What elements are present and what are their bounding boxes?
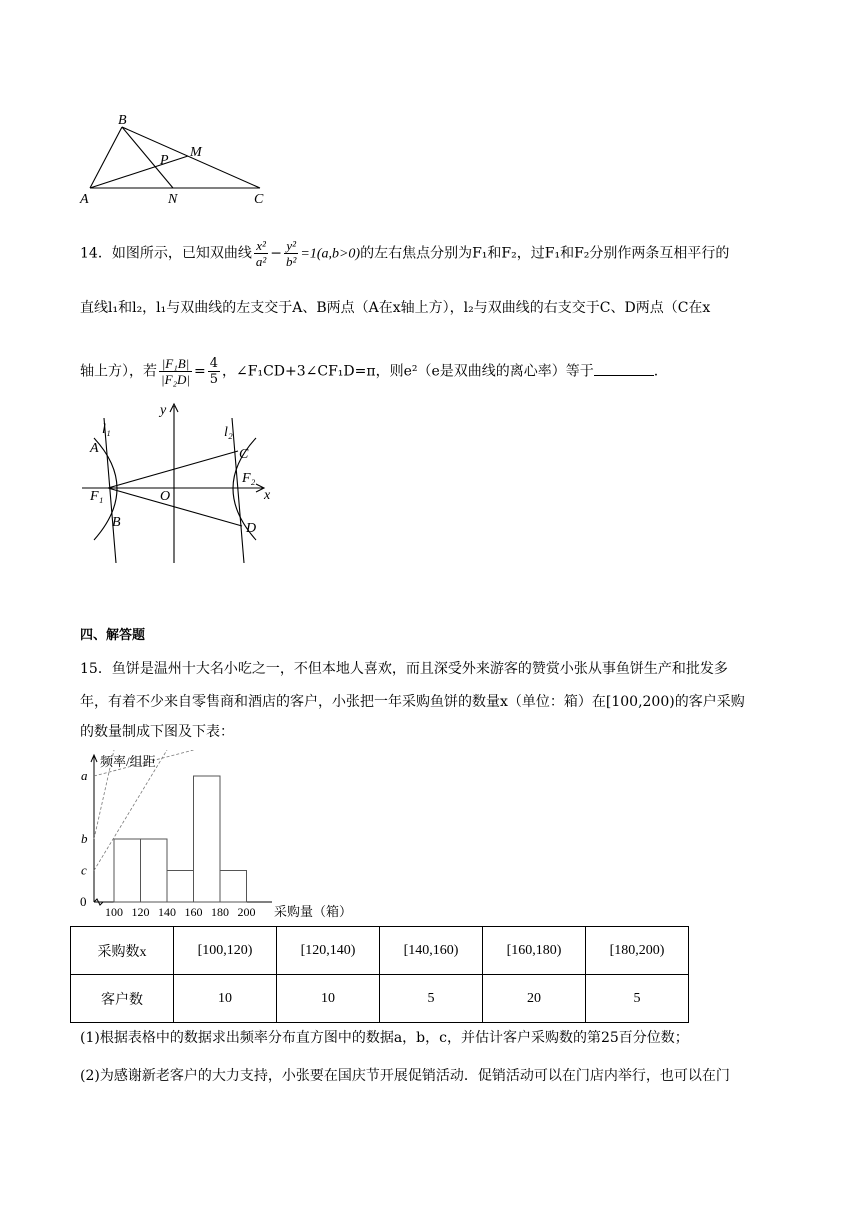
- frac-den: b²: [285, 254, 297, 269]
- table-cell: 5: [380, 975, 483, 1023]
- problem15-sub1: (1)根据表格中的数据求出频率分布直方图中的数据a，b，c，并估计客户采购数的第25百分位数；: [80, 1030, 689, 1046]
- label-b: B: [112, 515, 121, 530]
- table-row: [71, 975, 689, 1023]
- table-cell: [140,160): [380, 927, 483, 975]
- frac-num: |F₁B|: [159, 356, 192, 372]
- problem14-text1a: 如图所示，已知双曲线: [111, 245, 252, 262]
- problem14-text3c: ，∠F₁CD+3∠CF₁D=π，则e²（e是双曲线的离心率）等于: [222, 363, 594, 380]
- y-tick-label: 0: [80, 894, 87, 909]
- label-n: N: [168, 192, 178, 207]
- y-tick-label: a: [81, 768, 88, 783]
- problem14-text1b: 的左右焦点分别为F₁和F₂，过F₁和F₂分别作两条互相平行的: [360, 245, 730, 262]
- label-x: x: [264, 488, 271, 503]
- problem14-text3b: =: [194, 363, 206, 380]
- table-cell: [100,120): [174, 927, 277, 975]
- histogram-bar: [114, 839, 141, 902]
- histogram-bar: [194, 776, 221, 902]
- table-cell: [180,200): [586, 927, 689, 975]
- frac-den: a²: [255, 254, 267, 269]
- label-a: A: [80, 192, 89, 207]
- frac-num: 4: [209, 356, 219, 371]
- section-heading: 四、解答题: [80, 628, 146, 643]
- x-tick-label: 200: [237, 905, 256, 919]
- label-m: M: [190, 145, 202, 160]
- table-cell: 20: [483, 975, 586, 1023]
- x-tick-label: 180: [211, 905, 229, 919]
- problem14-text3d: .: [653, 363, 659, 380]
- label-a: A: [90, 441, 99, 456]
- fraction-y-over-b: [284, 238, 298, 269]
- label-c: C: [254, 192, 264, 207]
- segment-f1c: [108, 451, 238, 488]
- answer-blank: [594, 361, 654, 376]
- problem14-line2: 直线l₁和l₂，l₁与双曲线的左支交于A、B两点（A在x轴上方），l₂与双曲线的右支交于C、D两点（C在x: [80, 300, 711, 316]
- label-f1: F₁: [90, 489, 104, 504]
- fraction-ratio: [159, 356, 192, 387]
- hist-xlabel: 采购量（箱）: [274, 904, 353, 919]
- table-cell: 采购数x: [71, 927, 174, 975]
- problem14-number: 14．: [80, 245, 112, 262]
- fraction-four-fifths: [208, 356, 220, 387]
- problem14-text3a: 轴上方），若: [80, 363, 157, 380]
- problem15-sub2: (2)为感谢新老客户的大力支持，小张要在国庆节开展促销活动．促销活动可以在门店内举行，也可以在门: [80, 1068, 730, 1084]
- triangle-figure: [76, 110, 276, 210]
- table-header-row: [71, 927, 689, 975]
- x-tick-label: 140: [158, 905, 176, 919]
- line-l2: [232, 418, 244, 563]
- problem14-line1: 14．如图所示，已知双曲线 $\frac{\text{x²}}{\text{a²}}$ − $\frac{\text{y²}}{\text{b²}}$ =1(a,b>0)的左右焦点分别为F₁和F₂，过F₁和F₂分别作两条互相平行的: [80, 238, 730, 269]
- data-table: [70, 926, 689, 1023]
- table-cell: [160,180): [483, 927, 586, 975]
- problem15-line2: 年，有着不少来自零售商和酒店的客户，小张把一年采购鱼饼的数量x（单位：箱）在[100,200)的客户采购: [80, 694, 745, 710]
- label-f2: F₂: [242, 471, 256, 486]
- label-y: y: [160, 403, 167, 418]
- table-cell: 10: [174, 975, 277, 1023]
- frac-num: x²: [254, 238, 268, 254]
- problem15-line1: [80, 659, 728, 679]
- label-d: D: [246, 521, 257, 536]
- x-tick-label: 120: [131, 905, 150, 919]
- table-cell: [120,140): [277, 927, 380, 975]
- hyperbola-figure: [74, 398, 294, 568]
- equation-rest: =1(a,b>0): [300, 246, 361, 262]
- problem15-line3: 的数量制成下图及下表：: [80, 724, 234, 740]
- label-c: C: [239, 447, 249, 462]
- line-l1: [104, 418, 116, 563]
- table-cell: 10: [277, 975, 380, 1023]
- y-tick-label: c: [81, 862, 87, 878]
- label-p: P: [160, 153, 169, 168]
- x-tick-label: 100: [105, 905, 123, 919]
- fraction-x-over-a: [254, 238, 268, 269]
- problem15-number: 15．: [80, 661, 112, 677]
- label-o: O: [160, 489, 171, 504]
- frequency-histogram: [74, 750, 364, 925]
- histogram-bar: [220, 871, 247, 903]
- label-l1: l₁: [102, 422, 111, 437]
- label-l2: l₂: [224, 425, 233, 440]
- histogram-bar: [141, 839, 168, 902]
- frac-den: |F₂D|: [161, 372, 190, 387]
- label-b: B: [118, 113, 127, 128]
- segment-f1d: [108, 488, 242, 526]
- problem15-text1: 鱼饼是温州十大名小吃之一，不但本地人喜欢，而且深受外来游客的赞赏小张从事鱼饼生产和批发多: [111, 661, 728, 677]
- histogram-bar: [167, 871, 194, 903]
- y-tick-label: b: [81, 831, 88, 846]
- table-cell: 客户数: [71, 975, 174, 1023]
- x-tick-label: 160: [184, 905, 203, 919]
- hist-ylabel: 频率/组距: [100, 754, 156, 769]
- table-cell: 5: [586, 975, 689, 1023]
- frac-den: 5: [209, 372, 219, 387]
- frac-num: y²: [284, 238, 298, 254]
- problem14-line3: [80, 356, 658, 387]
